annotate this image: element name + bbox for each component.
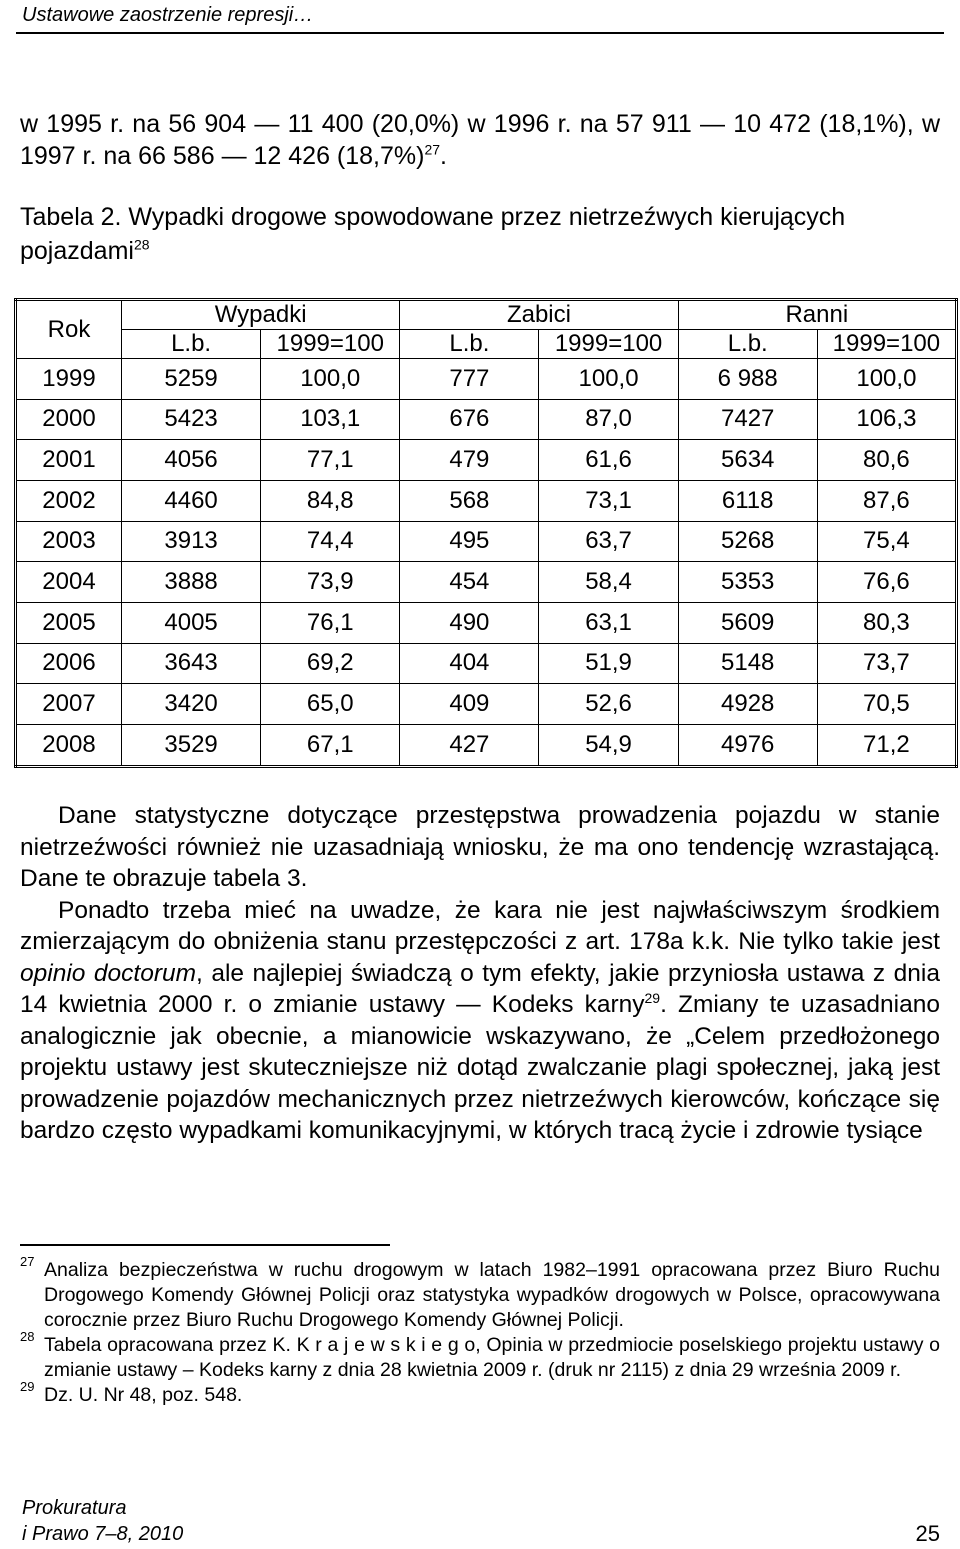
footnote-text: Dz. U. Nr 48, poz. 548. <box>44 1384 243 1406</box>
table-cell: 404 <box>400 643 539 684</box>
table-header-row-1 <box>16 300 957 330</box>
table-caption <box>20 200 940 268</box>
intro-text: w 1995 r. na 56 904 — 11 400 (20,0%) w 1996 r. na 57 911 — 10 472 (18,1%), w 1997 r. na 66 586 — 12 426 (18,7%) <box>20 110 940 170</box>
header-wypadki: Wypadki <box>122 300 400 330</box>
table-cell: 74,4 <box>261 521 400 562</box>
footnote-number: 29 <box>20 1379 35 1394</box>
table-row <box>16 562 957 603</box>
table-cell: 76,6 <box>817 562 956 603</box>
paragraph-1: Dane statystyczne dotyczące przestępstwa prowadzenia pojazdu w stanie nietrzeźwości również nie uzasadniają wniosku, że ma ono tendencję wzrastającą. Dane te obrazuje tabela 3. <box>20 802 940 892</box>
table-cell: 5609 <box>678 602 817 643</box>
table-cell: 495 <box>400 521 539 562</box>
table-cell: 73,9 <box>261 562 400 603</box>
subheader-cell: 1999=100 <box>539 330 678 359</box>
p2-latin-phrase: opinio doctorum <box>20 959 197 987</box>
year-cell: 2005 <box>16 602 122 643</box>
year-cell: 1999 <box>16 359 122 400</box>
table-cell: 100,0 <box>817 359 956 400</box>
table-row <box>16 684 957 725</box>
table-cell: 84,8 <box>261 480 400 521</box>
table-cell: 63,7 <box>539 521 678 562</box>
body-text <box>20 800 940 1147</box>
footnote-text: Tabela opracowana przez K. K r a j e w s k i e g o, Opinia w przedmiocie poselskiego projektu ustawy o zmianie ustawy – Kodeks karny z dnia 28 kwietnia 2009 r. (druk nr 2115) z dnia 29 września 2009 r. <box>44 1334 940 1381</box>
footnote-text: Analiza bezpieczeństwa w ruchu drogowym w latach 1982–1991 opracowana przez Biuro Ruchu Drogowego Komendy Głównej Policji oraz statystyka wypadków drogowych w Polsce, opracowywana corocznie przez Biuro Ruchu Drogowego Komendy Głównej Policji. <box>44 1259 940 1331</box>
table-cell: 87,6 <box>817 480 956 521</box>
table-row <box>16 643 957 684</box>
header-rule <box>16 32 944 34</box>
subheader-cell: 1999=100 <box>261 330 400 359</box>
table-cell: 5268 <box>678 521 817 562</box>
table-cell: 3888 <box>122 562 261 603</box>
subheader-cell: L.b. <box>122 330 261 359</box>
table-cell: 51,9 <box>539 643 678 684</box>
table-cell: 73,7 <box>817 643 956 684</box>
footnote-28 <box>20 1329 940 1383</box>
footnote-ref-29[interactable]: 29 <box>644 989 661 1006</box>
table-cell: 4005 <box>122 602 261 643</box>
journal-issue: i Prawo 7–8, 2010 <box>22 1523 184 1545</box>
table-cell: 4460 <box>122 480 261 521</box>
year-cell: 2003 <box>16 521 122 562</box>
table-cell: 52,6 <box>539 684 678 725</box>
table-cell: 100,0 <box>261 359 400 400</box>
header-ranni: Ranni <box>678 300 956 330</box>
subheader-cell: 1999=100 <box>817 330 956 359</box>
year-cell: 2000 <box>16 399 122 440</box>
running-title: Ustawowe zaostrzenie represji… <box>22 4 314 26</box>
header-rok: Rok <box>16 300 122 359</box>
year-cell: 2008 <box>16 724 122 766</box>
p2-text-b: , ale najlepiej świadczą o tym efekty, jakie przyniosła ustawa z dnia 14 kwietnia 2000 r. o zmianie ustawy — Kodeks karny <box>20 959 940 1018</box>
header-zabici: Zabici <box>400 300 678 330</box>
table-cell: 568 <box>400 480 539 521</box>
year-cell: 2004 <box>16 562 122 603</box>
table-cell: 4928 <box>678 684 817 725</box>
year-cell: 2007 <box>16 684 122 725</box>
footnote-29 <box>20 1379 940 1408</box>
table-cell: 76,1 <box>261 602 400 643</box>
journal-footer <box>22 1495 183 1547</box>
table-cell: 6118 <box>678 480 817 521</box>
accidents-table <box>14 298 958 768</box>
table-cell: 80,3 <box>817 602 956 643</box>
intro-end: . <box>440 142 447 170</box>
table-row <box>16 602 957 643</box>
table-cell: 70,5 <box>817 684 956 725</box>
p2-text-c: . Zmiany te uzasadniano analogicznie jak obecnie, a mianowicie wskazywano, że „Celem przedłożonego projektu ustawy jest skuteczniejsze niż dotąd zwalczanie plagi społecznej, jaką jest prowadzenie pojazdów mechanicznych przez nietrzeźwych kierowców, kończące się bardzo często wypadkami komunikacyjnymi, w których tracą życie i zdrowie tysiące <box>20 991 940 1144</box>
year-cell: 2001 <box>16 440 122 481</box>
table-cell: 63,1 <box>539 602 678 643</box>
table-cell: 3529 <box>122 724 261 766</box>
page-number: 25 <box>915 1521 940 1546</box>
table-cell: 71,2 <box>817 724 956 766</box>
table-cell: 3913 <box>122 521 261 562</box>
table-cell: 100,0 <box>539 359 678 400</box>
subheader-cell: L.b. <box>678 330 817 359</box>
table-cell: 490 <box>400 602 539 643</box>
table-cell: 67,1 <box>261 724 400 766</box>
footnote-number: 27 <box>20 1254 35 1269</box>
year-cell: 2006 <box>16 643 122 684</box>
table-header-row-2 <box>16 330 957 359</box>
footnote-number: 28 <box>20 1329 35 1344</box>
table-cell: 58,4 <box>539 562 678 603</box>
table-row <box>16 521 957 562</box>
table-cell: 69,2 <box>261 643 400 684</box>
table-cell: 73,1 <box>539 480 678 521</box>
table-row <box>16 359 957 400</box>
table-cell: 61,6 <box>539 440 678 481</box>
table-cell: 676 <box>400 399 539 440</box>
table-cell: 5259 <box>122 359 261 400</box>
table-cell: 409 <box>400 684 539 725</box>
table-cell: 454 <box>400 562 539 603</box>
table-body <box>16 359 957 767</box>
table-cell: 4056 <box>122 440 261 481</box>
table-cell: 5353 <box>678 562 817 603</box>
table-cell: 3643 <box>122 643 261 684</box>
footnote-ref-27[interactable]: 27 <box>424 141 441 158</box>
table-cell: 5634 <box>678 440 817 481</box>
table-cell: 5423 <box>122 399 261 440</box>
footnote-27 <box>20 1254 940 1333</box>
table-cell: 75,4 <box>817 521 956 562</box>
table-cell: 106,3 <box>817 399 956 440</box>
table-cell: 77,1 <box>261 440 400 481</box>
table-row <box>16 440 957 481</box>
table-cell: 87,0 <box>539 399 678 440</box>
intro-paragraph <box>20 108 940 172</box>
table-cell: 103,1 <box>261 399 400 440</box>
table-cell: 427 <box>400 724 539 766</box>
year-cell: 2002 <box>16 480 122 521</box>
p2-text-a: Ponadto trzeba mieć na uwadze, że kara nie jest najwłaściwszym środkiem zmierzającym do obniżenia stanu przestępczości z art. 178a k.k. Nie tylko takie jest <box>20 896 940 955</box>
table-cell: 80,6 <box>817 440 956 481</box>
footnotes <box>20 1254 940 1408</box>
journal-name: Prokuratura <box>22 1497 127 1519</box>
table-row <box>16 399 957 440</box>
table-cell: 6 988 <box>678 359 817 400</box>
table-cell: 54,9 <box>539 724 678 766</box>
paragraph-2 <box>20 895 940 1147</box>
footnote-rule <box>20 1244 390 1246</box>
table-cell: 777 <box>400 359 539 400</box>
footnote-ref-28[interactable]: 28 <box>133 236 150 253</box>
table-cell: 7427 <box>678 399 817 440</box>
table-cell: 65,0 <box>261 684 400 725</box>
table-row <box>16 724 957 766</box>
table-cell: 5148 <box>678 643 817 684</box>
table-cell: 4976 <box>678 724 817 766</box>
caption-text: Tabela 2. Wypadki drogowe spowodowane przez nietrzeźwych kierujących pojazdami <box>20 203 846 265</box>
subheader-cell: L.b. <box>400 330 539 359</box>
table-cell: 479 <box>400 440 539 481</box>
table-cell: 3420 <box>122 684 261 725</box>
table-row <box>16 480 957 521</box>
